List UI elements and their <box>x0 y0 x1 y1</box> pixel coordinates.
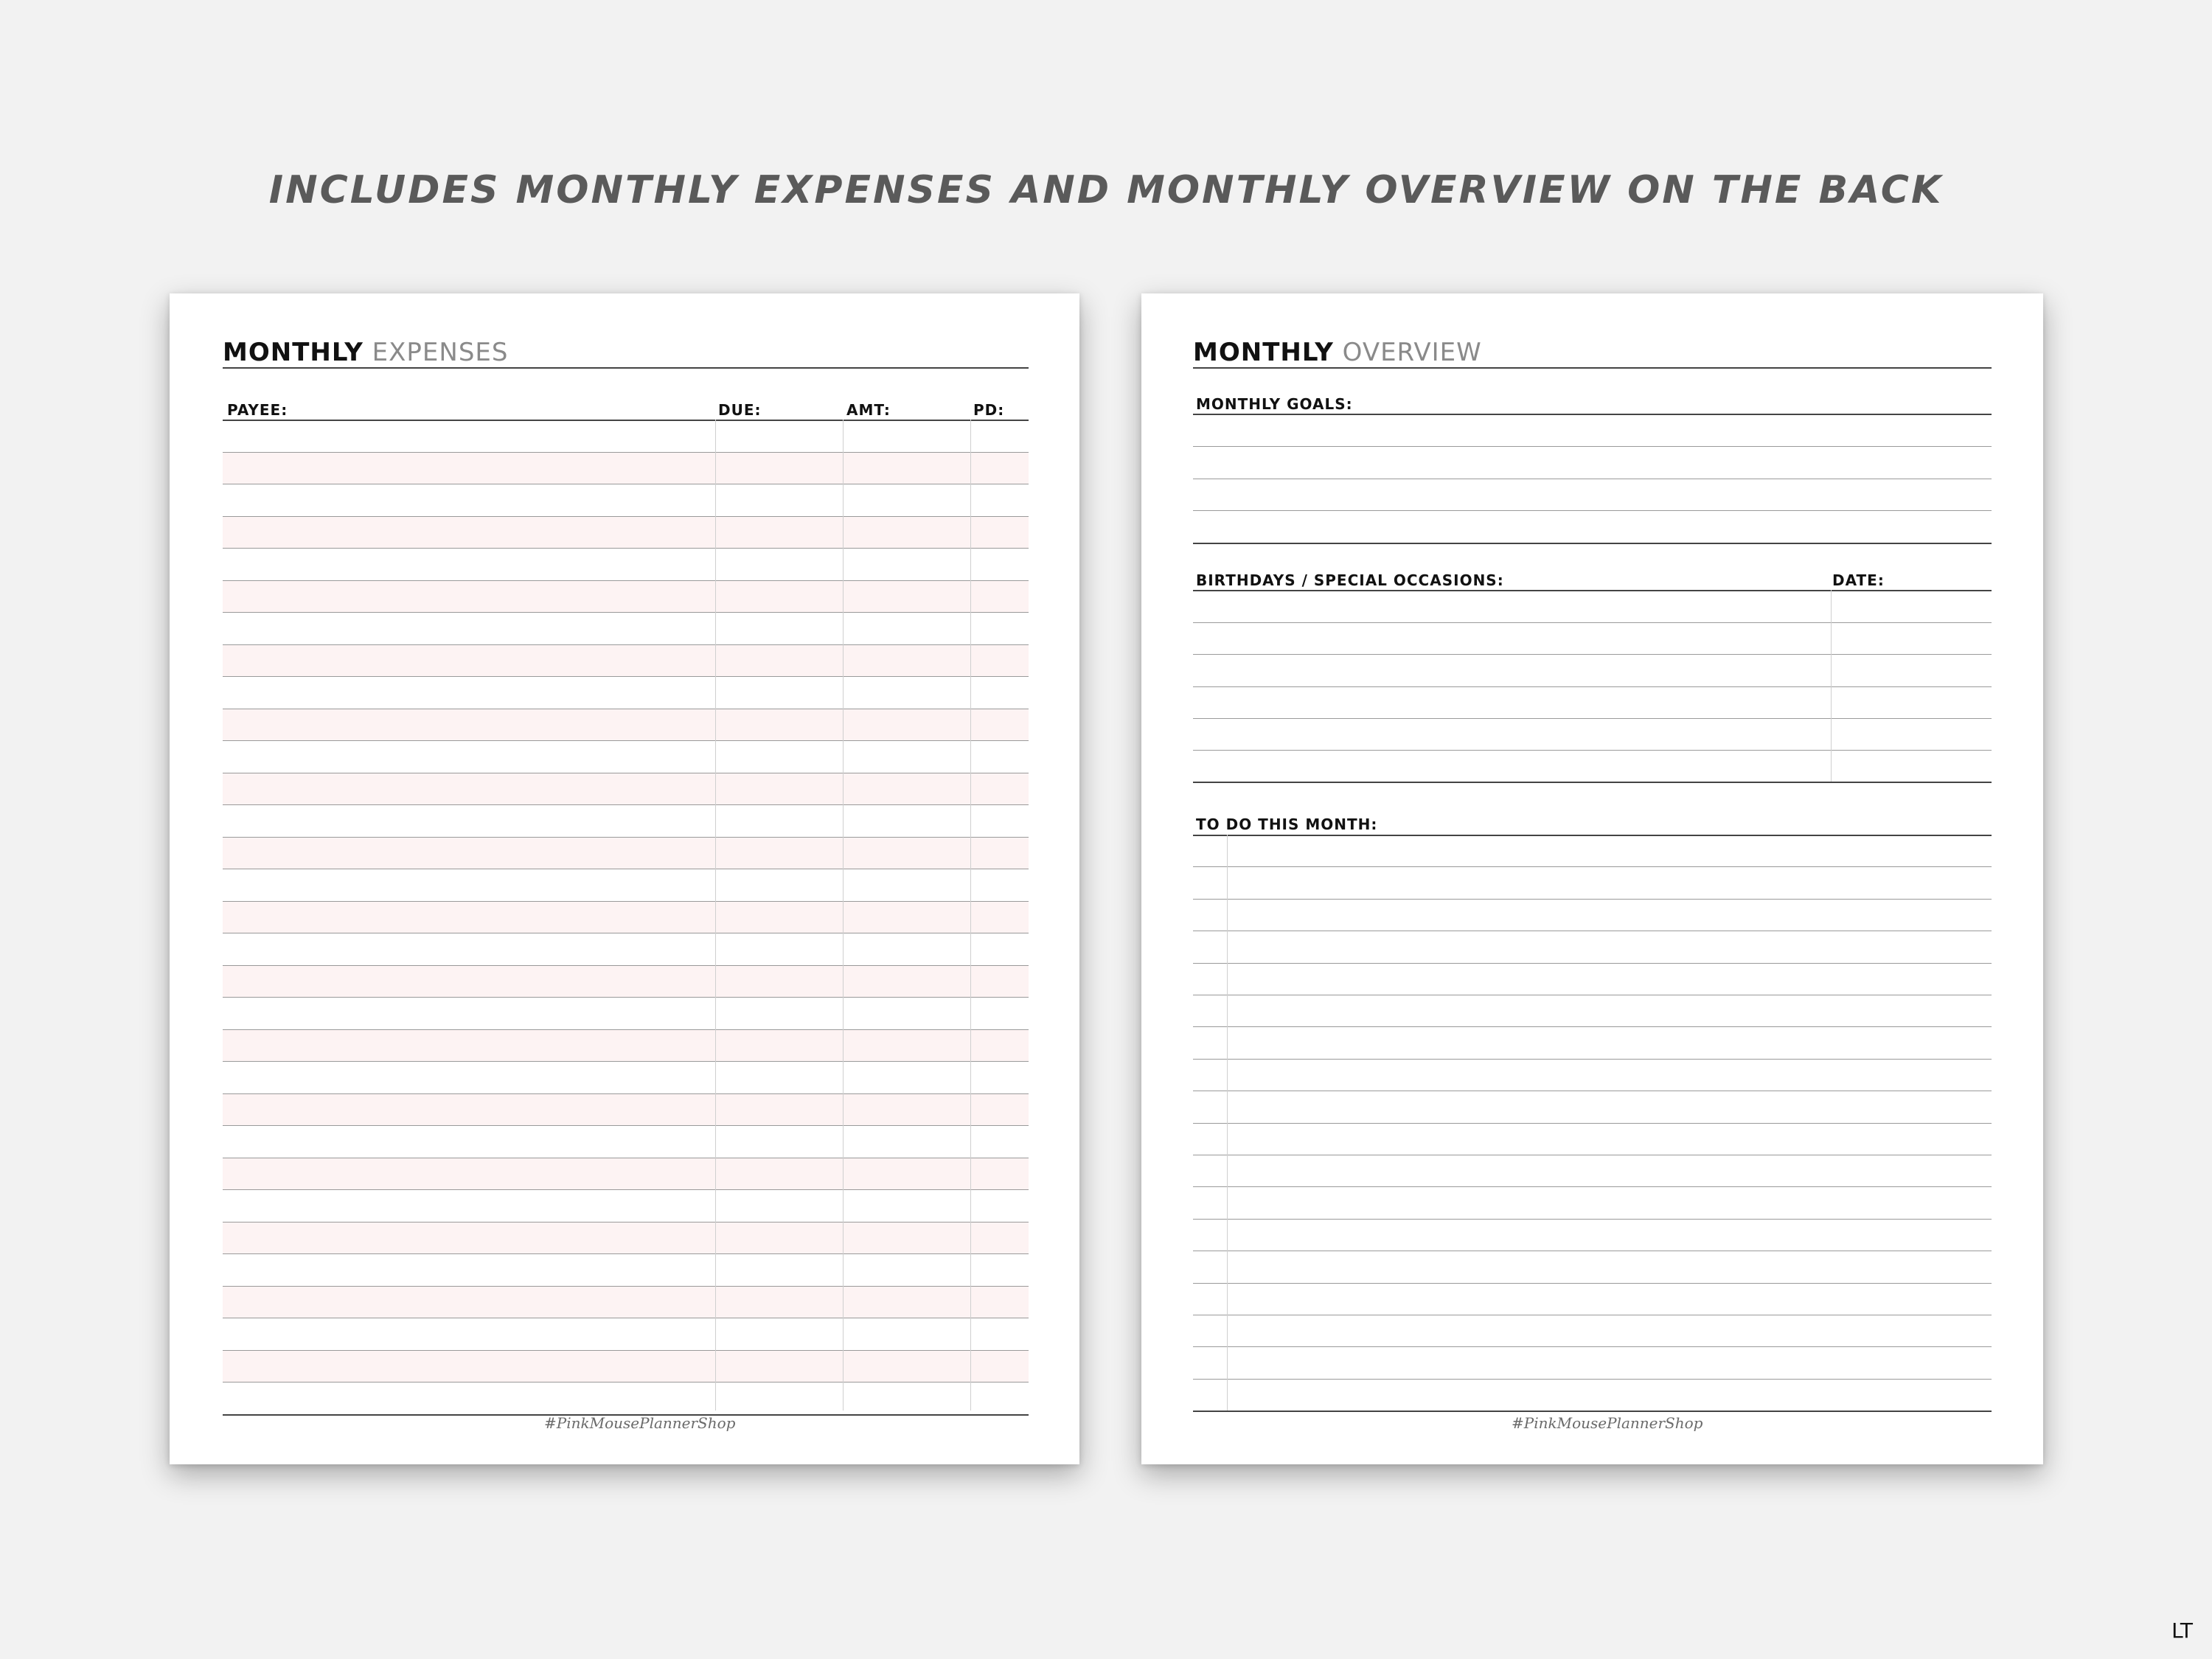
table-row-line <box>223 740 1029 741</box>
todo-line <box>1193 1123 1992 1124</box>
column-divider-amt <box>843 420 844 1411</box>
table-row-line <box>223 965 1029 966</box>
table-row-line <box>223 420 1029 421</box>
todo-line <box>1193 1411 1992 1412</box>
headline: INCLUDES MONTHLY EXPENSES AND MONTHLY OVERVIEW ON THE BACK <box>268 168 1944 212</box>
column-header-amt: AMT: <box>846 401 891 419</box>
table-row-line <box>223 1093 1029 1094</box>
column-header-due: DUE: <box>718 401 762 419</box>
table-row-line <box>223 612 1029 613</box>
todo-line <box>1193 866 1992 867</box>
table-row-line <box>223 1286 1029 1287</box>
todo-line <box>1193 1346 1992 1347</box>
row-band <box>223 580 1029 613</box>
todo-line <box>1193 899 1992 900</box>
todo-label: TO DO THIS MONTH: <box>1196 815 1378 833</box>
row-band <box>223 1093 1029 1126</box>
row-band <box>223 1158 1029 1190</box>
todo-line <box>1193 963 1992 964</box>
occasion-line <box>1193 782 1992 783</box>
date-column-divider <box>1831 590 1832 782</box>
shop-signature: #PinkMousePlannerShop <box>544 1414 736 1432</box>
table-row-line <box>223 1253 1029 1254</box>
table-row-line <box>223 997 1029 998</box>
occasion-line <box>1193 622 1992 623</box>
row-band <box>223 516 1029 549</box>
title-rule <box>223 367 1029 369</box>
goal-line <box>1193 414 1992 415</box>
monthly-expenses-page <box>170 293 1079 1464</box>
row-band <box>223 644 1029 677</box>
todo-line <box>1193 1059 1992 1060</box>
shop-signature: #PinkMousePlannerShop <box>1512 1414 1703 1432</box>
date-label: DATE: <box>1832 571 1885 589</box>
checkbox-column-divider <box>1227 835 1228 1411</box>
column-header-pd: PD: <box>973 401 1005 419</box>
row-band <box>223 709 1029 741</box>
occasion-line <box>1193 718 1992 719</box>
column-divider-due <box>715 420 716 1411</box>
todo-line <box>1193 1026 1992 1027</box>
table-row-line <box>223 837 1029 838</box>
title-bold: MONTHLY <box>223 338 364 367</box>
table-row-line <box>223 580 1029 581</box>
table-row-line <box>223 676 1029 677</box>
title-rule <box>1193 367 1992 369</box>
todo-line <box>1193 1186 1992 1187</box>
todo-line <box>1193 1283 1992 1284</box>
table-row-line <box>223 1125 1029 1126</box>
goal-line <box>1193 446 1992 447</box>
row-band <box>223 1350 1029 1382</box>
column-header-payee: PAYEE: <box>227 401 288 419</box>
todo-line <box>1193 835 1992 836</box>
row-band <box>223 452 1029 484</box>
table-row-line <box>223 1061 1029 1062</box>
title-light: OVERVIEW <box>1342 338 1482 367</box>
table-row-line <box>223 1189 1029 1190</box>
goals-label: MONTHLY GOALS: <box>1196 395 1353 413</box>
monthly-overview-page <box>1141 293 2043 1464</box>
occasion-line <box>1193 750 1992 751</box>
row-band <box>223 1222 1029 1254</box>
table-row-line <box>223 1029 1029 1030</box>
table-row-line <box>223 644 1029 645</box>
row-band <box>223 901 1029 933</box>
occasion-line <box>1193 590 1992 591</box>
corner-mark: LT <box>2171 1618 2193 1643</box>
row-band <box>223 837 1029 869</box>
title-bold: MONTHLY <box>1193 338 1334 367</box>
row-band <box>223 1029 1029 1062</box>
occasion-line <box>1193 654 1992 655</box>
todo-line <box>1193 1219 1992 1220</box>
table-row-line <box>223 548 1029 549</box>
table-row-line <box>223 452 1029 453</box>
table-row-line <box>223 516 1029 517</box>
birthdays-label: BIRTHDAYS / SPECIAL OCCASIONS: <box>1196 571 1504 589</box>
row-band <box>223 773 1029 805</box>
row-band <box>223 965 1029 998</box>
title-light: EXPENSES <box>372 338 509 367</box>
goal-line <box>1193 543 1992 544</box>
table-row-line <box>223 804 1029 805</box>
column-divider-pd <box>970 420 971 1411</box>
page-title <box>1193 338 1482 367</box>
table-row-line <box>223 1350 1029 1351</box>
occasion-line <box>1193 686 1992 687</box>
row-band <box>223 1286 1029 1318</box>
table-row-line <box>223 901 1029 902</box>
page-title <box>223 338 509 367</box>
goal-line <box>1193 510 1992 511</box>
todo-line <box>1193 1379 1992 1380</box>
